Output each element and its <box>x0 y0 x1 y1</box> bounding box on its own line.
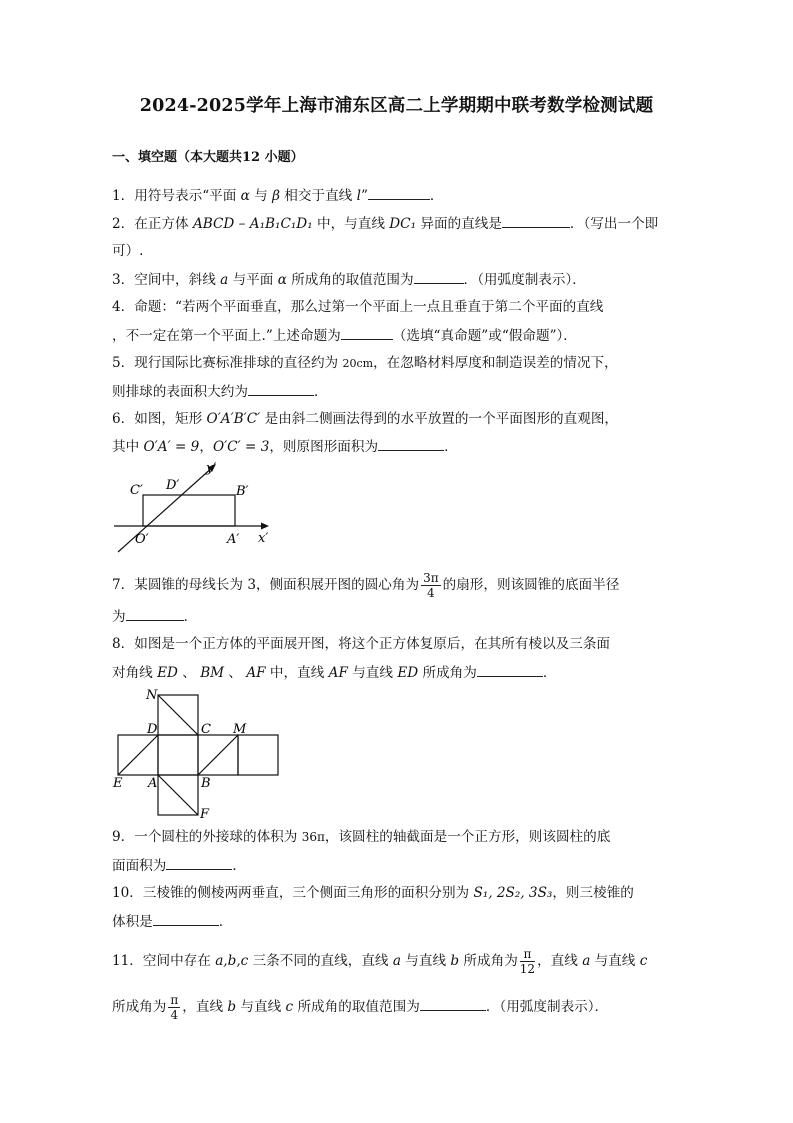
question-9-line-2: 面面积为 ． <box>112 855 246 876</box>
net-row-square-4 <box>238 735 278 775</box>
question-10-line-2: 体积是 ． <box>112 911 232 932</box>
answer-blank-10[interactable] <box>153 911 219 926</box>
answer-blank-1[interactable] <box>368 185 430 200</box>
answer-blank-8[interactable] <box>477 662 543 677</box>
cube-net-figure <box>110 686 290 820</box>
question-5-line-2: 则排球的表面积大约为 ． <box>112 381 328 402</box>
label-y: y′ <box>206 461 217 476</box>
question-11-line-2: 所成角为 $\frac{\pi}{4}$ ，直线 b 与直线 c 所成角的取值范围为 ．（用弧度制表示）． <box>112 993 609 1022</box>
answer-blank-6[interactable] <box>378 436 444 451</box>
question-4-line-1: 4．命题：“若两个平面垂直，那么过第一个平面上一点且垂直于第二个平面的直线 <box>112 299 604 315</box>
label-C: C <box>201 722 211 737</box>
question-7-line-1: 7．某圆锥的母线长为 3，侧面积展开图的圆心角为 $\frac{3\pi}{4}$ 的扇形，则该圆锥的底面半径 <box>112 571 620 600</box>
question-10-line-1: 10．三棱锥的侧棱两两垂直，三个侧面三角形的面积分别为 S₁, 2S₂, 3S₃，则三棱锥的 <box>112 885 634 901</box>
label-A: A′ <box>227 532 240 547</box>
label-N: N <box>146 688 158 703</box>
label-B: B′ <box>236 484 249 499</box>
answer-blank-7[interactable] <box>126 606 184 621</box>
question-8-line-2: 对角线 ED 、 BM 、 AF 中，直线 AF 与直线 ED 所成角为 ． <box>112 662 556 683</box>
answer-blank-5[interactable] <box>248 381 314 396</box>
diagonal-ND <box>158 695 198 735</box>
label-F: F <box>200 807 210 820</box>
diagonal-AF <box>158 775 198 815</box>
question-6-line-1: 6．如图，矩形 O′A′B′C′ 是由斜二侧画法得到的水平放置的一个平面图形的直观图， <box>112 411 619 427</box>
question-2: 2．在正方体 ABCD – A₁B₁C₁D₁ 中，与直线 DC₁ 异面的直线是 ．（写出一个即 <box>112 213 658 234</box>
oblique-drawing-figure <box>110 458 280 558</box>
answer-blank-9[interactable] <box>166 855 232 870</box>
label-C: C′ <box>130 483 143 498</box>
question-7-line-2: 为 ． <box>112 606 197 627</box>
fraction-3pi-over-4: $\frac{3\pi}{4}$ <box>423 571 439 600</box>
diagonal-ED <box>118 735 158 775</box>
question-6-line-2: 其中 O′A′ = 9，O′C′ = 3，则原图形面积为 ． <box>112 436 458 457</box>
label-A: A <box>148 776 158 791</box>
label-E: E <box>113 776 123 791</box>
answer-blank-11[interactable] <box>420 996 486 1011</box>
question-8-line-1: 8．如图是一个正方体的平面展开图，将这个正方体复原后，在其所有棱以及三条面 <box>112 636 611 652</box>
label-B: B <box>201 776 211 791</box>
net-row-square-2 <box>158 735 198 775</box>
label-x: x′ <box>258 531 269 546</box>
x-axis-arrow <box>261 523 269 530</box>
answer-blank-3[interactable] <box>414 269 464 284</box>
question-2-cont: 可）. <box>112 243 144 259</box>
rectangle-OABC <box>143 495 235 526</box>
question-5-line-1: 5．现行国际比赛标准排球的直径约为 20cm，在忽略材料厚度和制造误差的情况下， <box>112 355 618 371</box>
answer-blank-4[interactable] <box>341 325 393 340</box>
label-M: M <box>233 722 247 737</box>
question-11-line-1: 11．空间中存在 a,b,c 三条不同的直线，直线 a 与直线 b 所成角为 $\frac{\pi}{12}$ ，直线 a 与直线 c <box>112 947 648 976</box>
label-D: D′ <box>166 478 180 493</box>
question-1: 1．用符号表示“平面 α 与 β 相交于直线 l” ． <box>112 185 444 206</box>
question-4-line-2: ，不一定在第一个平面上.”上述命题为 （选填“真命题”或“假命题”）． <box>112 325 577 346</box>
question-9-line-1: 9．一个圆柱的外接球的体积为 36π，该圆柱的轴截面是一个正方形，则该圆柱的底 <box>112 829 611 845</box>
section-heading: 一、填空题（本大题共12 小题） <box>112 150 304 165</box>
label-O: O′ <box>135 532 149 547</box>
fraction-pi-over-12: $\frac{\pi}{12}$ <box>519 947 536 976</box>
page-title: 2024-2025学年上海市浦东区高二上学期期中联考数学检测试题 <box>139 96 654 116</box>
answer-blank-2[interactable] <box>502 213 570 228</box>
fraction-pi-over-4: $\frac{\pi}{4}$ <box>170 993 179 1022</box>
label-D: D <box>147 722 158 737</box>
diagonal-BM <box>198 735 238 775</box>
question-3: 3．空间中，斜线 a 与平面 α 所成角的取值范围为 ．（用弧度制表示）． <box>112 269 586 290</box>
